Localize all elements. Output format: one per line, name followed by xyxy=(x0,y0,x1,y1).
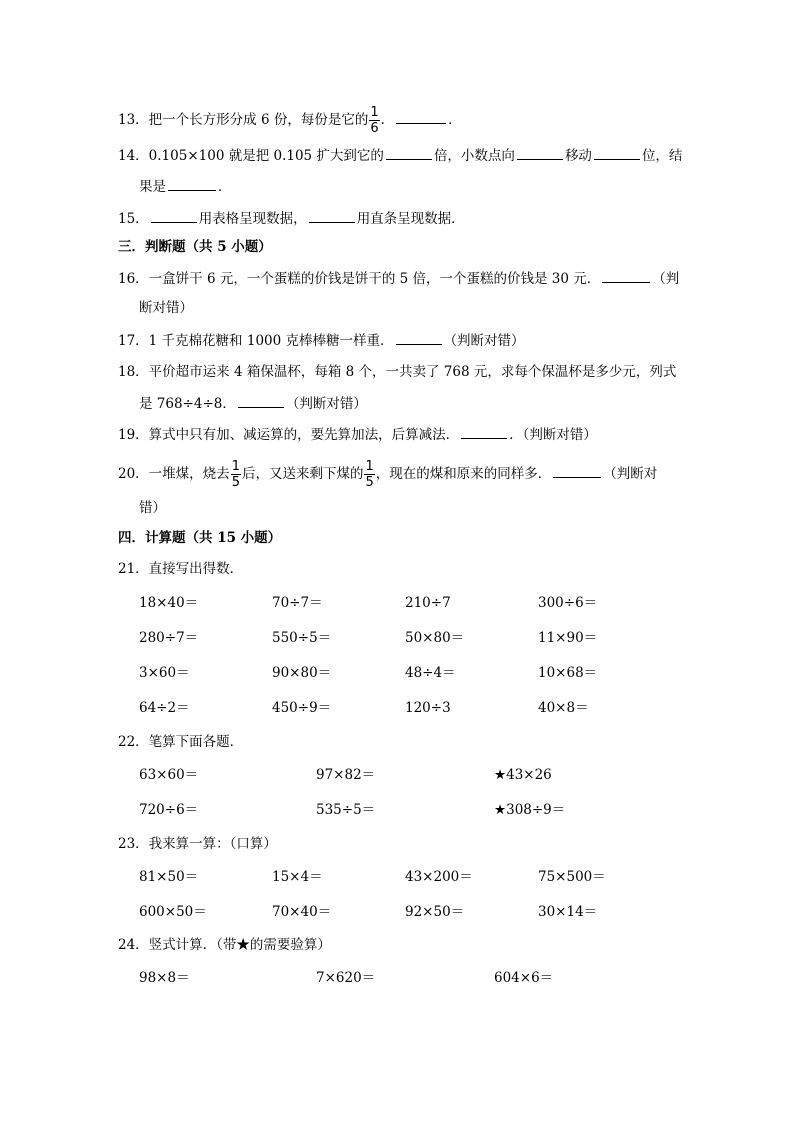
calc-item: 90×80＝ xyxy=(272,665,332,681)
answer-blank[interactable] xyxy=(168,176,216,191)
calc-item: 600×50＝ xyxy=(139,904,207,920)
fraction-one-fifth: $\frac{1}{5}$ xyxy=(365,459,374,490)
question-18-cont: 是 768÷4÷8． （判断对错） xyxy=(139,393,367,414)
fraction-one-fifth: $\frac{1}{5}$ xyxy=(231,459,240,490)
question-16-cont: 断对错） xyxy=(139,300,193,316)
calc-item: 300÷6＝ xyxy=(538,595,598,611)
calc-item: 40×8＝ xyxy=(538,700,589,716)
question-18: 18．平价超市运来 4 箱保温杯，每箱 8 个，一共卖了 768 元，求每个保温杯是多少元，列式 xyxy=(118,364,677,380)
calc-item: 50×80＝ xyxy=(405,630,465,646)
calc-item: ★43×26 xyxy=(494,767,552,783)
calc-item: 7×620＝ xyxy=(316,970,376,986)
question-22-title: 22．笔算下面各题． xyxy=(118,734,244,750)
question-13: 13．把一个长方形分成 6 份，每份是它的 $\frac{1}{6}$ ． ． xyxy=(118,105,462,136)
calc-item: ★308÷9＝ xyxy=(494,802,566,818)
answer-blank[interactable] xyxy=(602,268,650,283)
calc-item: 3×60＝ xyxy=(139,665,190,681)
calc-item: 120÷3 xyxy=(405,700,451,716)
calc-item: 64÷2＝ xyxy=(139,700,190,716)
calc-item: 81×50＝ xyxy=(139,869,199,885)
q13-text: 13．把一个长方形分成 6 份，每份是它的 xyxy=(118,112,369,128)
question-14-cont: 果是 ． xyxy=(139,176,232,197)
calc-item: 43×200＝ xyxy=(405,869,473,885)
answer-blank[interactable] xyxy=(553,463,601,478)
question-17: 17．1 千克棉花糖和 1000 克棒棒糖一样重． （判断对错） xyxy=(118,330,525,351)
answer-blank[interactable] xyxy=(151,208,197,223)
calc-item: 604×6＝ xyxy=(494,970,554,986)
calc-item: 92×50＝ xyxy=(405,904,465,920)
question-23-title: 23．我来算一算：（口算） xyxy=(118,836,277,852)
calc-item: 18×40＝ xyxy=(139,595,199,611)
question-19: 19．算式中只有加、减运算的，要先算加法，后算减法． ．（判断对错） xyxy=(118,424,597,445)
calc-item: 720÷6＝ xyxy=(139,802,199,818)
question-20: 20．一堆煤，烧去 $\frac{1}{5}$ 后，又送来剩下煤的 $\frac{1}{5}$ ，现在的煤和原来的同样多． （判断对 xyxy=(118,459,658,490)
answer-blank[interactable] xyxy=(238,393,284,408)
answer-blank[interactable] xyxy=(309,208,355,223)
calc-item: 535÷5＝ xyxy=(316,802,376,818)
answer-blank[interactable] xyxy=(386,145,432,160)
answer-blank[interactable] xyxy=(396,330,442,345)
question-21-title: 21．直接写出得数． xyxy=(118,561,244,577)
calc-item: 30×14＝ xyxy=(538,904,598,920)
calc-item: 70÷7＝ xyxy=(272,595,323,611)
section-heading-judgment: 三．判断题（共 5 小题） xyxy=(118,239,272,255)
section-heading-calculation: 四．计算题（共 15 小题） xyxy=(118,530,282,546)
question-16: 16．一盒饼干 6 元，一个蛋糕的价钱是饼干的 5 倍，一个蛋糕的价钱是 30 元． （判 xyxy=(118,268,679,289)
question-20-cont: 错） xyxy=(139,500,166,516)
calc-item: 70×40＝ xyxy=(272,904,332,920)
calc-item: 11×90＝ xyxy=(538,630,598,646)
calc-item: 75×500＝ xyxy=(538,869,606,885)
calc-item: 280÷7＝ xyxy=(139,630,199,646)
calc-item: 48÷4＝ xyxy=(405,665,456,681)
question-24-title: 24．竖式计算．（带★的需要验算） xyxy=(118,937,331,953)
question-15: 15． 用表格呈现数据， 用直条呈现数据． xyxy=(118,208,465,229)
question-14: 14．0.105×100 就是把 0.105 扩大到它的 倍，小数点向 移动 位，结 xyxy=(118,145,682,166)
answer-blank[interactable] xyxy=(396,109,446,124)
answer-blank[interactable] xyxy=(594,145,640,160)
answer-blank[interactable] xyxy=(461,424,507,439)
calc-item: 10×68＝ xyxy=(538,665,598,681)
calc-item: 97×82＝ xyxy=(316,767,376,783)
calc-item: 550÷5＝ xyxy=(272,630,332,646)
fraction-one-sixth: $\frac{1}{6}$ xyxy=(370,105,379,136)
calc-item: 98×8＝ xyxy=(139,970,190,986)
calc-item: 63×60＝ xyxy=(139,767,199,783)
calc-item: 210÷7 xyxy=(405,595,451,611)
answer-blank[interactable] xyxy=(517,145,563,160)
calc-item: 450÷9＝ xyxy=(272,700,332,716)
calc-item: 15×4＝ xyxy=(272,869,323,885)
